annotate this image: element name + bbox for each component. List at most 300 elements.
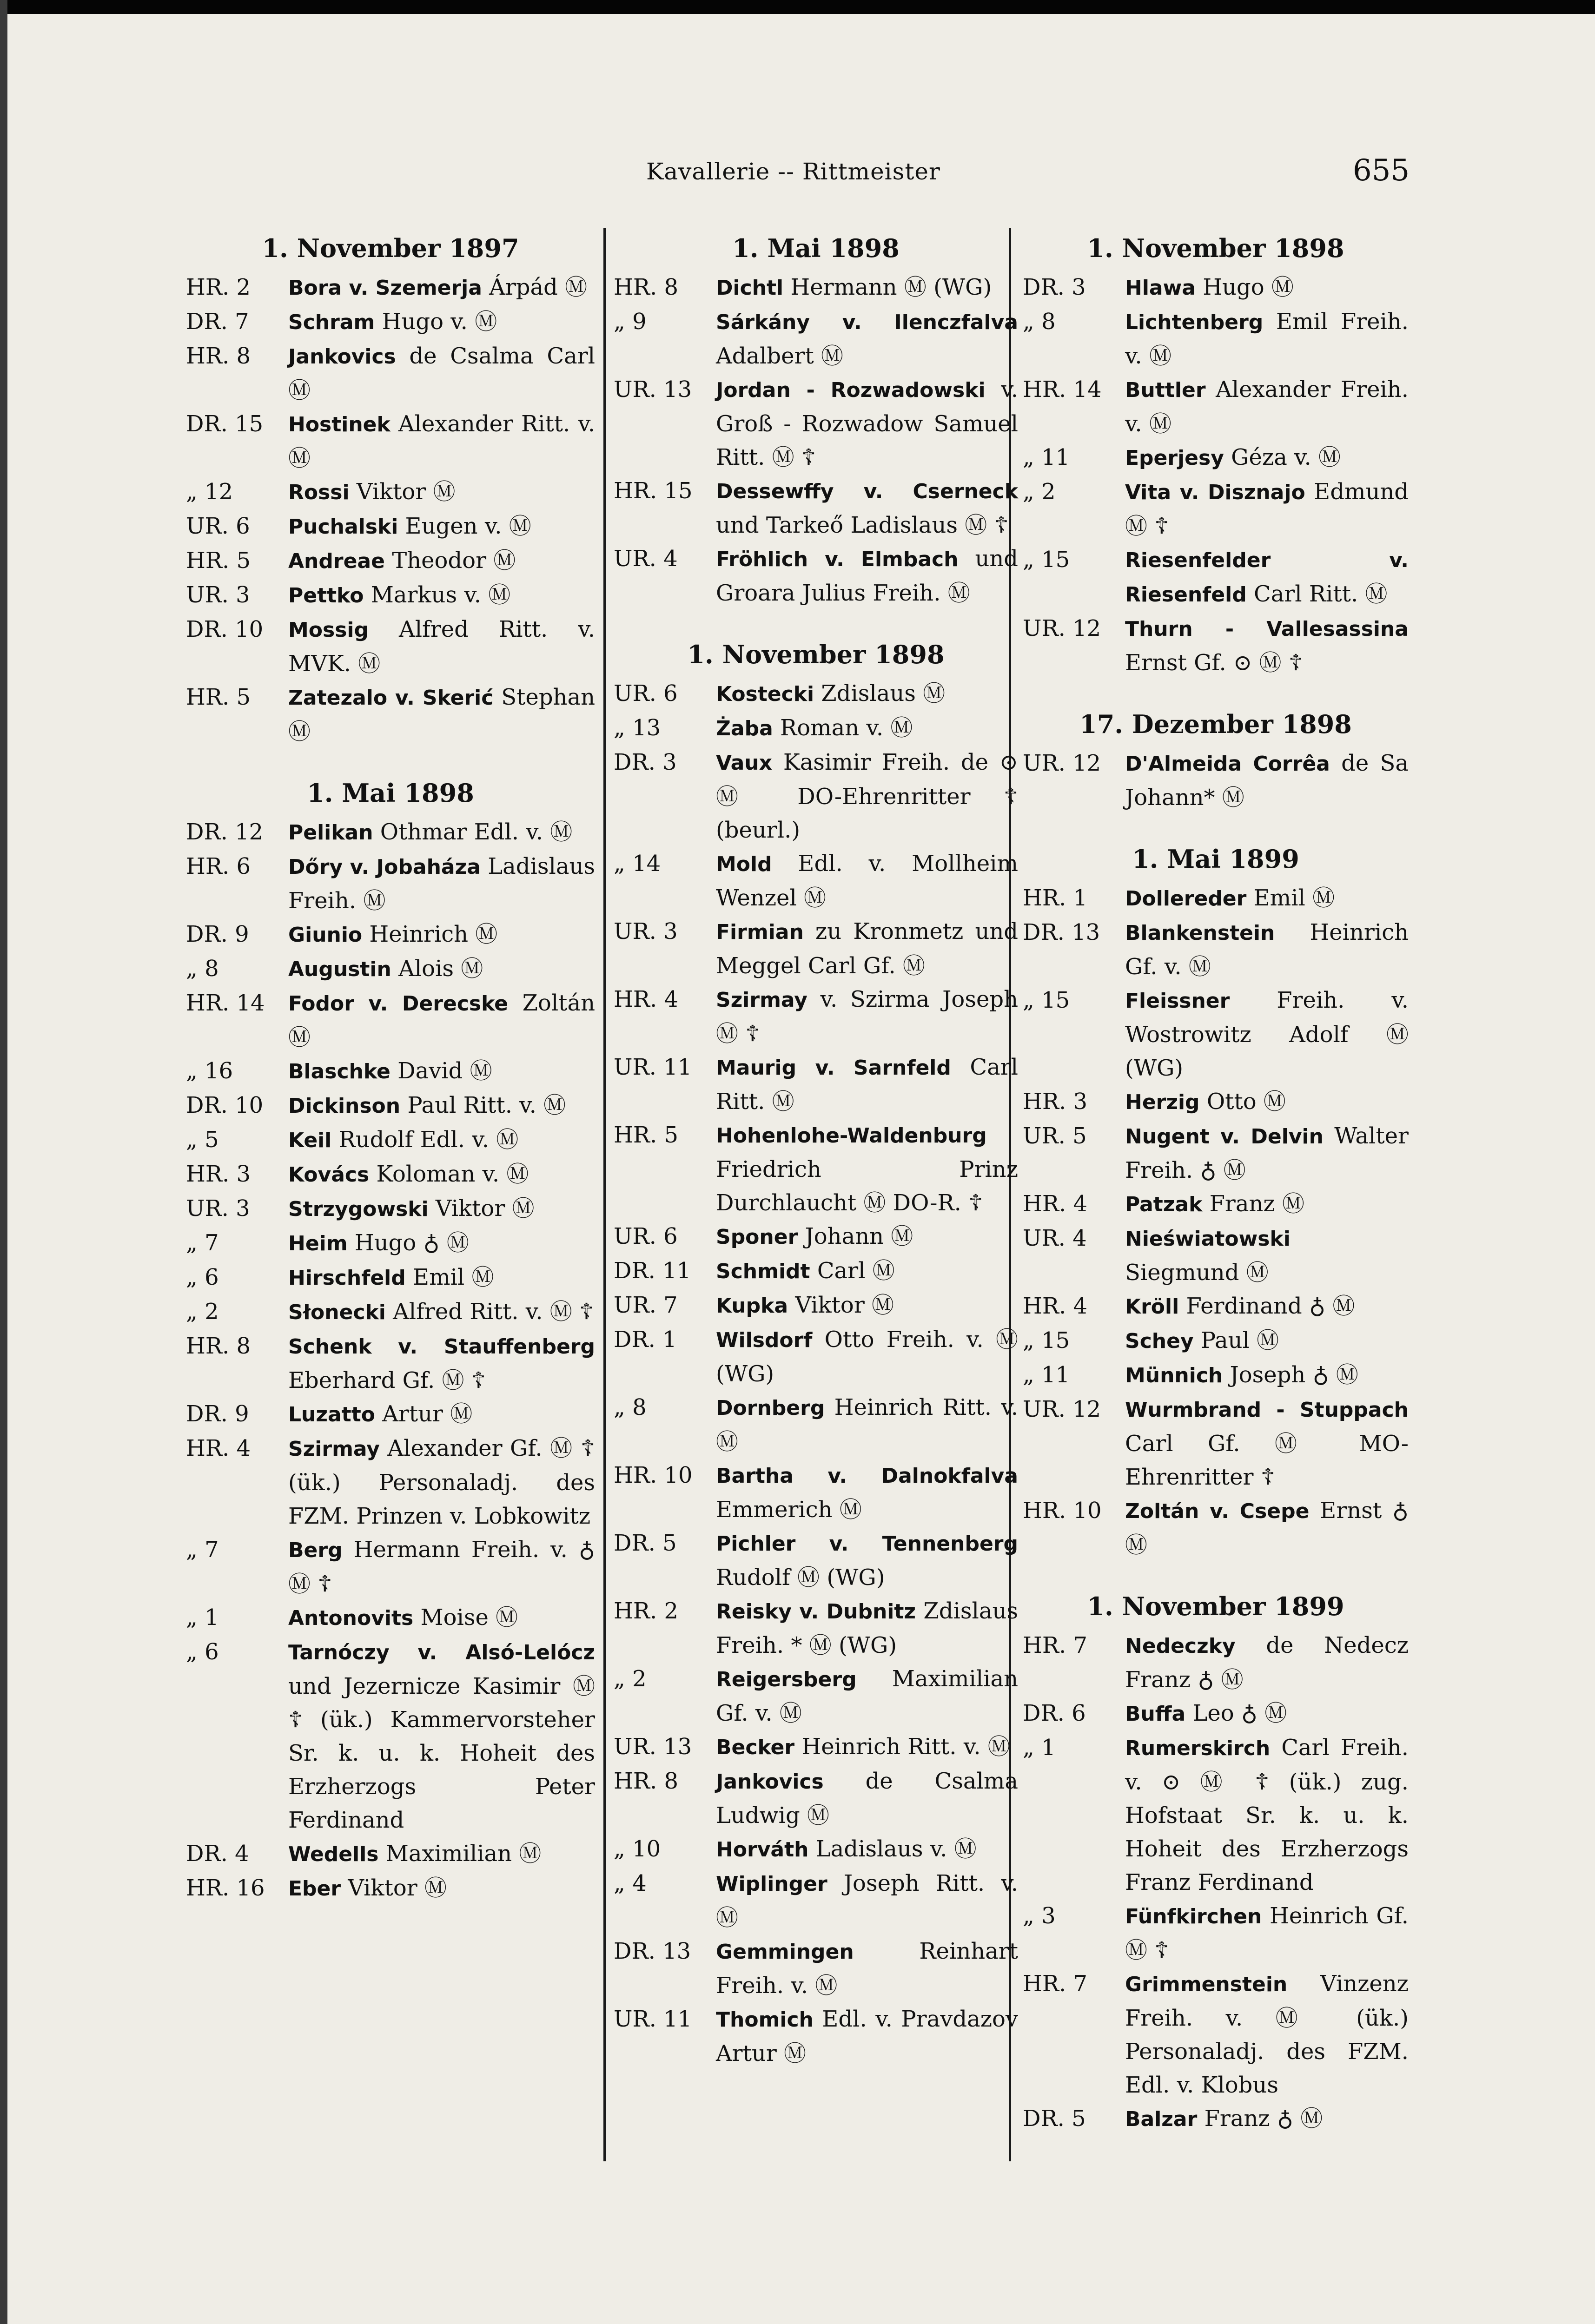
officer-details xyxy=(1125,881,1409,916)
officer-surname: Wedells xyxy=(288,1842,379,1866)
officer-entry xyxy=(1023,916,1409,984)
officer-surname: Fodor v. Derecske xyxy=(288,992,509,1016)
officer-details xyxy=(288,1295,595,1329)
regiment-code: DR. 6 xyxy=(1023,1700,1086,1726)
officer-surname: Mossig xyxy=(288,618,369,642)
officer-given-and-honors: zu Kronmetz und Meggel Carl Gf. Ⓜ xyxy=(716,918,1018,979)
officer-surname: Kostecki xyxy=(716,682,814,706)
regiment-code: DR. 1 xyxy=(614,1327,677,1353)
officer-entry xyxy=(1023,373,1409,441)
regiment-code: „ 7 xyxy=(186,1537,219,1563)
officer-entry xyxy=(614,1934,1018,2002)
officer-surname: Nedeczky xyxy=(1125,1634,1236,1658)
officer-given-and-honors: Alexander Gf. Ⓜ ☦ (ük.) Personaladj. des FZM. Prinzen v. Lobkowitz xyxy=(288,1435,595,1529)
officer-details xyxy=(1125,746,1409,814)
officer-entry xyxy=(1023,1289,1409,1324)
officer-details xyxy=(716,915,1018,983)
officer-details xyxy=(1125,916,1409,984)
officer-surname: Schey xyxy=(1125,1329,1194,1353)
officer-details xyxy=(288,1226,595,1261)
officer-given-and-honors: v. Szirma Joseph Ⓜ ☦ xyxy=(716,986,1018,1047)
officer-given-and-honors: Zdislaus Freih. * Ⓜ (WG) xyxy=(716,1598,1018,1658)
officer-entry xyxy=(1023,1085,1409,1119)
officer-surname: Thurn - Vallesassina xyxy=(1125,617,1409,641)
officer-given-and-honors: Edl. v. Mollheim Wenzel Ⓜ xyxy=(716,851,1018,911)
officer-entry xyxy=(186,305,595,339)
officer-given-and-honors: Moise Ⓜ xyxy=(413,1604,518,1631)
regiment-code: HR. 3 xyxy=(186,1161,251,1187)
officer-entry xyxy=(614,271,1018,305)
officer-details xyxy=(288,1397,595,1432)
officer-given-and-honors: und Groara Julius Freih. Ⓜ xyxy=(716,546,1019,606)
officer-details xyxy=(716,1118,1018,1220)
officer-details xyxy=(716,542,1018,610)
regiment-code: HR. 4 xyxy=(186,1435,251,1461)
officer-surname: Sponer xyxy=(716,1225,798,1249)
officer-details xyxy=(1125,984,1409,1085)
officer-given-and-honors: Alfred Ritt. v. Ⓜ ☦ xyxy=(385,1299,594,1325)
regiment-code: UR. 6 xyxy=(614,1223,678,1249)
regiment-code: „ 2 xyxy=(1023,479,1056,505)
officer-details xyxy=(716,746,1018,847)
officer-details xyxy=(716,1662,1018,1730)
officer-entry xyxy=(186,986,595,1054)
officer-details xyxy=(716,1391,1018,1459)
officer-entry xyxy=(614,474,1018,542)
officer-surname: Jankovics xyxy=(716,1770,824,1794)
officer-details xyxy=(716,711,1018,746)
officer-surname: Wilsdorf xyxy=(716,1328,813,1352)
officer-details xyxy=(288,613,595,680)
officer-entry xyxy=(1023,543,1409,612)
officer-details xyxy=(716,271,1018,305)
officer-details xyxy=(716,1867,1018,1934)
officer-details xyxy=(1125,543,1409,612)
regiment-code: „ 15 xyxy=(1023,987,1070,1013)
officer-given-and-honors: Kasimir Freih. de ⊙ Ⓜ DO-Ehrenritter ☦ (beurl.) xyxy=(716,749,1018,843)
officer-given-and-honors: Árpád Ⓜ xyxy=(482,274,588,300)
officer-given-and-honors: Carl Ritt. Ⓜ xyxy=(716,1054,1018,1115)
regiment-code: UR. 3 xyxy=(186,582,250,608)
officer-details xyxy=(1125,1085,1409,1119)
officer-given-and-honors: v. Groß - Rozwadow Samuel Ritt. Ⓜ ☦ xyxy=(716,376,1018,470)
regiment-code: HR. 7 xyxy=(1023,1632,1088,1658)
officer-details xyxy=(1125,1731,1409,1899)
officer-details xyxy=(716,1526,1018,1594)
officer-details xyxy=(716,1934,1018,2002)
officer-entry xyxy=(1023,1324,1409,1358)
officer-surname: Riesenfelder v. Riesenfeld xyxy=(1125,548,1409,607)
regiment-code: HR. 2 xyxy=(614,1598,679,1624)
officer-details xyxy=(1125,441,1409,475)
officer-details xyxy=(1125,1697,1409,1731)
regiment-code: „ 8 xyxy=(1023,309,1056,335)
regiment-code: DR. 4 xyxy=(186,1841,249,1867)
officer-surname: Buffa xyxy=(1125,1702,1186,1726)
officer-given-and-honors: Emil Ⓜ xyxy=(405,1264,494,1290)
regiment-code: HR. 3 xyxy=(1023,1089,1088,1115)
officer-details xyxy=(288,1054,595,1089)
officer-details xyxy=(288,509,595,544)
regiment-code: UR. 11 xyxy=(614,1054,692,1080)
regiment-code: HR. 8 xyxy=(614,274,679,300)
regiment-code: „ 15 xyxy=(1023,547,1070,573)
officer-details xyxy=(288,339,595,407)
officer-entry xyxy=(186,1295,595,1329)
officer-given-and-honors: Carl Ritt. Ⓜ xyxy=(1246,581,1388,607)
officer-entry xyxy=(186,1192,595,1226)
regiment-code: UR. 12 xyxy=(1023,1396,1101,1422)
regiment-code: HR. 4 xyxy=(1023,1293,1088,1319)
regiment-code: UR. 6 xyxy=(186,513,250,539)
officer-entry xyxy=(1023,1221,1409,1289)
officer-entry xyxy=(1023,441,1409,475)
officer-given-and-honors: Rudolf Edl. v. Ⓜ xyxy=(331,1127,519,1153)
officer-details xyxy=(288,1329,595,1397)
regiment-code: HR. 15 xyxy=(614,478,693,504)
column-divider xyxy=(603,228,606,2161)
section-date-heading: 17. Dezember 1898 xyxy=(1079,709,1352,739)
regiment-code: HR. 5 xyxy=(614,1122,679,1148)
section-date-heading: 1. Mai 1898 xyxy=(732,233,900,263)
officer-given-and-honors: Ernst ♁ Ⓜ xyxy=(1125,1498,1409,1558)
date-section xyxy=(1023,1591,1409,2136)
regiment-code: „ 8 xyxy=(614,1394,647,1420)
section-date-heading: 1. Mai 1898 xyxy=(307,778,474,808)
regiment-code: DR. 3 xyxy=(1023,274,1086,300)
regiment-code: DR. 11 xyxy=(614,1258,691,1284)
officer-details xyxy=(1125,1494,1409,1562)
regiment-code: HR. 7 xyxy=(1023,1971,1088,1997)
officer-details xyxy=(716,1220,1018,1254)
officer-entry xyxy=(1023,1358,1409,1393)
officer-entry xyxy=(614,1459,1018,1526)
regiment-code: UR. 11 xyxy=(614,2006,692,2032)
officer-given-and-honors: und Tarkeő Ladislaus Ⓜ ☦ xyxy=(716,512,1009,538)
officer-details xyxy=(716,1323,1018,1391)
officer-entry xyxy=(1023,475,1409,543)
officer-entry xyxy=(1023,881,1409,916)
regiment-code: DR. 5 xyxy=(1023,2106,1086,2132)
officer-given-and-honors: Alois Ⓜ xyxy=(391,956,483,982)
officer-details xyxy=(1125,1967,1409,2102)
officer-details xyxy=(288,407,595,475)
officer-surname: Dornberg xyxy=(716,1396,825,1420)
regiment-code: UR. 4 xyxy=(1023,1225,1087,1251)
officer-given-and-honors: Viktor Ⓜ xyxy=(428,1195,535,1221)
officer-entry xyxy=(1023,305,1409,373)
officer-surname: Antonovits xyxy=(288,1606,414,1630)
date-section xyxy=(186,232,595,748)
page-number: 655 xyxy=(1353,153,1410,188)
officer-entry xyxy=(614,677,1018,711)
officer-surname: Strzygowski xyxy=(288,1197,429,1221)
regiment-code: UR. 13 xyxy=(614,1734,692,1760)
officer-entry xyxy=(1023,271,1409,305)
officer-details xyxy=(716,1594,1018,1662)
officer-details xyxy=(1125,373,1409,441)
regiment-code: UR. 3 xyxy=(186,1195,250,1221)
regiment-code: DR. 10 xyxy=(186,1092,264,1118)
officer-entry xyxy=(614,1764,1018,1832)
officer-details xyxy=(1125,1119,1409,1187)
officer-given-and-honors: Ferdinand ♁ Ⓜ xyxy=(1179,1293,1355,1319)
regiment-code: „ 16 xyxy=(186,1058,233,1084)
regiment-code: „ 1 xyxy=(186,1604,219,1631)
officer-given-and-honors: Reinhart Freih. v. Ⓜ xyxy=(716,1938,1018,1999)
officer-entry xyxy=(614,2002,1018,2070)
officer-surname: Nugent v. Delvin xyxy=(1125,1125,1324,1149)
officer-given-and-honors: Theodor Ⓜ xyxy=(384,548,516,574)
officer-surname: Szirmay xyxy=(288,1437,380,1461)
date-section xyxy=(1023,232,1409,680)
officer-surname: Żaba xyxy=(716,717,773,740)
officer-entry xyxy=(1023,612,1409,680)
officer-entry xyxy=(614,1220,1018,1254)
officer-entry xyxy=(1023,984,1409,1085)
officer-given-and-honors: Artur Ⓜ xyxy=(375,1401,473,1427)
officer-surname: Sárkány v. Ilenczfalva xyxy=(716,310,1018,334)
officer-given-and-honors: Heinrich Ritt. v. Ⓜ xyxy=(794,1734,1010,1760)
officer-given-and-honors: Paul Ⓜ xyxy=(1193,1327,1279,1353)
officer-details xyxy=(1125,1629,1409,1697)
column-3 xyxy=(1023,232,1409,2175)
officer-given-and-honors: Maximilian Gf. v. Ⓜ xyxy=(716,1666,1018,1726)
page-header: Kavallerie -- Rittmeister xyxy=(646,158,940,185)
regiment-code: DR. 9 xyxy=(186,921,249,947)
officer-surname: Kovács xyxy=(288,1163,370,1187)
officer-surname: Gemmingen xyxy=(716,1940,854,1964)
officer-given-and-honors: Freih. v. Wostrowitz Adolf Ⓜ (WG) xyxy=(1125,987,1409,1081)
officer-surname: Andreae xyxy=(288,549,385,573)
officer-surname: Tarnóczy v. Alsó-Lelócz xyxy=(288,1641,595,1664)
officer-entry xyxy=(614,1594,1018,1662)
officer-given-and-honors: Friedrich Prinz Durchlaucht Ⓜ DO-R. ☦ xyxy=(716,1156,1018,1216)
officer-entry xyxy=(614,1867,1018,1934)
officer-surname: Schmidt xyxy=(716,1260,810,1283)
officer-details xyxy=(288,544,595,578)
officer-entry xyxy=(1023,746,1409,814)
officer-entry xyxy=(186,918,595,952)
officer-entry xyxy=(614,1526,1018,1594)
officer-details xyxy=(1125,1324,1409,1358)
officer-given-and-honors: Ernst Gf. ⊙ Ⓜ ☦ xyxy=(1125,650,1303,676)
regiment-code: DR. 5 xyxy=(614,1530,677,1556)
officer-given-and-honors: Walter Freih. ♁ Ⓜ xyxy=(1125,1123,1409,1183)
column-1 xyxy=(186,232,595,2175)
officer-surname: Maurig v. Sarnfeld xyxy=(716,1056,951,1080)
officer-surname: Wurmbrand - Stuppach xyxy=(1125,1398,1409,1422)
regiment-code: „ 6 xyxy=(186,1264,219,1290)
officer-given-and-honors: Hermann Freih. v. ♁ Ⓜ ☦ xyxy=(288,1537,595,1597)
officer-given-and-honors: Rudolf Ⓜ (WG) xyxy=(716,1565,885,1591)
officer-given-and-honors: Hugo v. Ⓜ xyxy=(375,309,497,335)
section-date-heading: 1. November 1899 xyxy=(1087,1591,1344,1621)
officer-entry xyxy=(186,1837,595,1871)
officer-details xyxy=(288,1432,595,1533)
scan-top-edge xyxy=(0,0,1595,14)
officer-surname: Vita v. Disznajo xyxy=(1125,481,1305,504)
regiment-code: „ 2 xyxy=(614,1666,647,1692)
officer-entry xyxy=(186,544,595,578)
officer-given-and-honors: Hugo Ⓜ xyxy=(1195,274,1294,300)
officer-entry xyxy=(1023,2102,1409,2136)
officer-surname: Dessewffy v. Cserneck xyxy=(716,480,1018,503)
officer-details xyxy=(716,1050,1018,1118)
officer-given-and-honors: Joseph Ritt. v. Ⓜ xyxy=(716,1870,1018,1931)
regiment-code: HR. 5 xyxy=(186,684,251,710)
officer-details xyxy=(288,1261,595,1295)
officer-entry xyxy=(1023,1393,1409,1494)
officer-details xyxy=(716,1764,1018,1832)
regiment-code: „ 11 xyxy=(1023,444,1070,470)
officer-surname: Reigersberg xyxy=(716,1668,857,1691)
officer-given-and-honors: Géza v. Ⓜ xyxy=(1224,444,1341,470)
officer-details xyxy=(716,677,1018,711)
regiment-code: „ 7 xyxy=(186,1230,219,1256)
officer-details xyxy=(288,1123,595,1157)
regiment-code: HR. 4 xyxy=(614,986,679,1012)
officer-entry xyxy=(186,271,595,305)
officer-details xyxy=(288,578,595,613)
officer-surname: Patzak xyxy=(1125,1193,1203,1216)
date-section xyxy=(1023,708,1409,814)
officer-surname: Bora v. Szemerja xyxy=(288,276,482,300)
officer-entry xyxy=(186,1226,595,1261)
officer-surname: Luzatto xyxy=(288,1403,375,1426)
officer-details xyxy=(288,850,595,918)
officer-entry xyxy=(1023,1187,1409,1221)
regiment-code: DR. 9 xyxy=(186,1401,249,1427)
regiment-code: HR. 10 xyxy=(1023,1498,1102,1524)
regiment-code: „ 5 xyxy=(186,1127,219,1153)
officer-given-and-honors: Adalbert Ⓜ xyxy=(716,343,843,369)
officer-surname: Hlawa xyxy=(1125,276,1196,300)
officer-entry xyxy=(186,613,595,680)
regiment-code: UR. 4 xyxy=(614,546,678,572)
officer-details xyxy=(1125,305,1409,373)
regiment-code: „ 13 xyxy=(614,715,661,741)
section-date-heading: 1. November 1898 xyxy=(687,640,945,669)
officer-details xyxy=(288,475,595,509)
officer-entry xyxy=(614,915,1018,983)
regiment-code: „ 15 xyxy=(1023,1327,1070,1353)
regiment-code: DR. 12 xyxy=(186,819,264,845)
officer-details xyxy=(288,1533,595,1601)
date-section xyxy=(614,232,1018,610)
officer-surname: Dőry v. Jobaháza xyxy=(288,855,481,879)
officer-surname: Augustin xyxy=(288,957,391,981)
officer-given-and-honors: Eberhard Gf. Ⓜ ☦ xyxy=(288,1367,486,1393)
officer-entry xyxy=(186,1871,595,1906)
officer-given-and-honors: de Sa Johann* Ⓜ xyxy=(1125,750,1409,811)
officer-given-and-honors: Markus v. Ⓜ xyxy=(364,582,511,608)
officer-surname: Horváth xyxy=(716,1838,809,1862)
officer-entry xyxy=(186,475,595,509)
regiment-code: DR. 10 xyxy=(186,616,264,642)
officer-given-and-honors: Leo ♁ Ⓜ xyxy=(1185,1700,1287,1726)
officer-details xyxy=(716,474,1018,542)
officer-given-and-honors: Hugo ♁ Ⓜ xyxy=(347,1230,469,1256)
officer-details xyxy=(288,305,595,339)
officer-given-and-honors: Roman v. Ⓜ xyxy=(773,715,913,741)
regiment-code: „ 4 xyxy=(614,1870,647,1896)
section-date-heading: 1. November 1898 xyxy=(1087,233,1344,263)
regiment-code: UR. 12 xyxy=(1023,750,1101,776)
officer-surname: Berg xyxy=(288,1538,343,1562)
officer-surname: Keil xyxy=(288,1129,332,1152)
officer-given-and-honors: de Csalma Carl Ⓜ xyxy=(288,343,595,403)
column-2 xyxy=(614,232,1018,2175)
regiment-code: UR. 7 xyxy=(614,1292,678,1318)
officer-details xyxy=(288,1157,595,1192)
regiment-code: UR. 13 xyxy=(614,376,692,403)
officer-surname: Herzig xyxy=(1125,1090,1200,1114)
officer-given-and-honors: Ladislaus v. Ⓜ xyxy=(808,1836,977,1862)
officer-details xyxy=(1125,271,1409,305)
officer-surname: Hostinek xyxy=(288,413,390,436)
officer-details xyxy=(716,1254,1018,1288)
officer-surname: Münnich xyxy=(1125,1364,1223,1387)
officer-given-and-honors: Franz ♁ Ⓜ xyxy=(1197,2106,1323,2132)
officer-surname: Dichtl xyxy=(716,276,784,300)
date-section xyxy=(614,639,1018,2070)
officer-entry xyxy=(1023,1967,1409,2102)
officer-entry xyxy=(186,952,595,986)
officer-surname: Szirmay xyxy=(716,988,807,1012)
officer-entry xyxy=(614,305,1018,373)
officer-details xyxy=(716,847,1018,915)
officer-given-and-honors: Hermann Ⓜ (WG) xyxy=(783,274,992,300)
officer-given-and-honors: Maximilian Ⓜ xyxy=(378,1841,542,1867)
officer-entry xyxy=(186,1432,595,1533)
officer-given-and-honors: und Jezernicze Kasimir Ⓜ ☦ (ük.) Kammervorsteher Sr. k. u. k. Hoheit des Erzherzogs Peter Ferdinand xyxy=(288,1673,595,1833)
officer-entry xyxy=(1023,1629,1409,1697)
officer-entry xyxy=(614,847,1018,915)
officer-entry xyxy=(1023,1697,1409,1731)
regiment-code: „ 12 xyxy=(186,479,233,505)
regiment-code: UR. 3 xyxy=(614,918,678,944)
officer-surname: Eperjesy xyxy=(1125,446,1224,470)
officer-details xyxy=(716,1288,1018,1323)
officer-details xyxy=(288,1635,595,1837)
officer-details xyxy=(716,1730,1018,1764)
officer-details xyxy=(1125,1187,1409,1221)
regiment-code: „ 11 xyxy=(1023,1362,1070,1388)
officer-details xyxy=(288,1837,595,1871)
officer-given-and-honors: Viktor Ⓜ xyxy=(341,1875,447,1901)
section-date-heading: 1. November 1897 xyxy=(262,233,519,263)
officer-entry xyxy=(614,1391,1018,1459)
regiment-code: HR. 14 xyxy=(1023,376,1102,403)
officer-entry xyxy=(186,1635,595,1837)
regiment-code: DR. 15 xyxy=(186,411,264,437)
officer-entry xyxy=(1023,1899,1409,1967)
regiment-code: „ 1 xyxy=(1023,1735,1056,1761)
officer-surname: Mold xyxy=(716,852,772,876)
officer-entry xyxy=(186,1533,595,1601)
officer-entry xyxy=(186,407,595,475)
officer-given-and-honors: de Nedecz Franz ♁ Ⓜ xyxy=(1125,1632,1409,1693)
officer-given-and-honors: Viktor Ⓜ xyxy=(349,479,456,505)
officer-surname: Pichler v. Tennenberg xyxy=(716,1532,1018,1556)
officer-given-and-honors: Heinrich Gf. v. Ⓜ xyxy=(1125,919,1409,980)
officer-given-and-honors: Vinzenz Freih. v. Ⓜ (ük.) Personaladj. des FZM. Edl. v. Klobus xyxy=(1125,1971,1409,2098)
officer-surname: Zoltán v. Csepe xyxy=(1125,1499,1310,1523)
officer-details xyxy=(1125,1289,1409,1324)
officer-details xyxy=(1125,1358,1409,1393)
officer-surname: Fleissner xyxy=(1125,989,1230,1013)
